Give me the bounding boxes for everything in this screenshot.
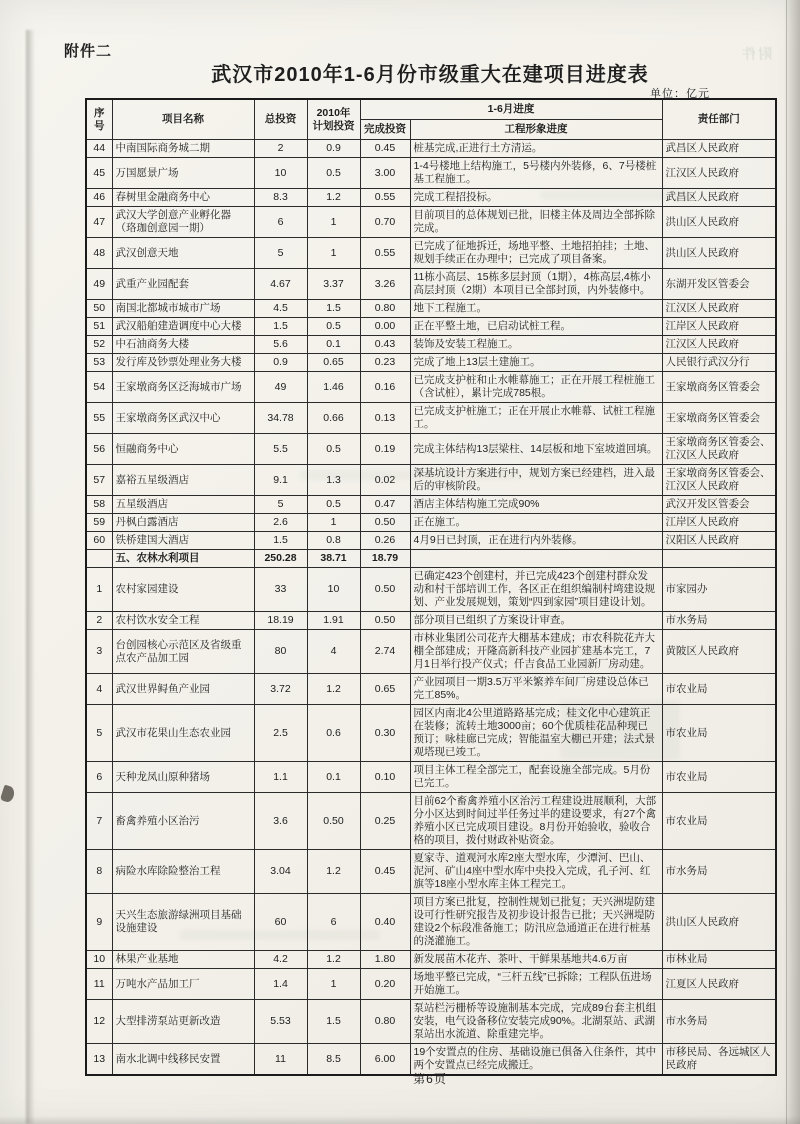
- cell-total: 6: [254, 207, 307, 238]
- cell-status: 装饰及安装工程施工。: [410, 336, 662, 354]
- cell-seq: 4: [86, 674, 112, 705]
- section-row: [86, 550, 776, 568]
- cell-name: 铁桥建国大酒店: [112, 532, 254, 550]
- cell-seq: 11: [86, 969, 112, 1000]
- table-row: [86, 434, 776, 465]
- cell-dept: 江汉区人民政府: [662, 300, 776, 318]
- cell-status: 已完成支护桩和止水帷幕施工；正在开展工程桩施工（含试桩），累计完成785根。: [410, 372, 662, 403]
- cell-plan: 1.5: [307, 1000, 360, 1044]
- table-row: [86, 674, 776, 705]
- cell-plan: 1.3: [307, 465, 360, 496]
- cell-done: 0.43: [360, 336, 410, 354]
- cell-status: 项目主体工程全部完工，配套设施全部完成。5月份已完工。: [410, 762, 662, 793]
- cell-seq: 46: [86, 189, 112, 207]
- table-row: [86, 793, 776, 850]
- cell-plan: 1.46: [307, 372, 360, 403]
- cell-dept: 王家墩商务区管委会、江汉区人民政府: [662, 465, 776, 496]
- cell-name: 嘉裕五星级酒店: [112, 465, 254, 496]
- cell-dept: 江汉区人民政府: [662, 158, 776, 189]
- cell-total: 5: [254, 238, 307, 269]
- cell-seq: 13: [86, 1044, 112, 1076]
- cell-status: 完成工程招投标。: [410, 189, 662, 207]
- cell-dept: [662, 550, 776, 568]
- cell-done: 0.13: [360, 403, 410, 434]
- cell-plan: 1.2: [307, 674, 360, 705]
- table-row: [86, 850, 776, 894]
- cell-plan: 38.71: [307, 550, 360, 568]
- cell-name: 武汉创意天地: [112, 238, 254, 269]
- cell-total: 3.6: [254, 793, 307, 850]
- cell-status: 完成了地上13层土建施工。: [410, 354, 662, 372]
- cell-done: 0.55: [360, 238, 410, 269]
- cell-dept: 市移民局、各远城区人民政府: [662, 1044, 776, 1076]
- cell-dept: 汉阳区人民政府: [662, 532, 776, 550]
- cell-plan: 0.5: [307, 158, 360, 189]
- table-row: [86, 532, 776, 550]
- cell-total: 2: [254, 140, 307, 158]
- col-header-progress-group: 1-6月进度: [360, 99, 662, 120]
- cell-plan: 1: [307, 238, 360, 269]
- cell-dept: 江岸区人民政府: [662, 514, 776, 532]
- cell-total: 8.3: [254, 189, 307, 207]
- cell-name: 万吨水产品加工厂: [112, 969, 254, 1000]
- cell-total: 4.2: [254, 951, 307, 969]
- cell-seq: 6: [86, 762, 112, 793]
- cell-dept: 市农业局: [662, 762, 776, 793]
- cell-seq: 53: [86, 354, 112, 372]
- cell-status: 已完成了征地拆迁，场地平整、土地招拍挂；土地、规划手续正在办理中；已完成了项目备案。: [410, 238, 662, 269]
- cell-done: 0.70: [360, 207, 410, 238]
- table-row: [86, 612, 776, 630]
- cell-dept: 人民银行武汉分行: [662, 354, 776, 372]
- table-header: [86, 99, 776, 140]
- cell-plan: 1.2: [307, 951, 360, 969]
- cell-seq: 2: [86, 612, 112, 630]
- cell-dept: 王家墩商务区管委会: [662, 372, 776, 403]
- cell-plan: 0.65: [307, 354, 360, 372]
- cell-name: 武重产业园配套: [112, 269, 254, 300]
- cell-name: 大型排涝泵站更新改造: [112, 1000, 254, 1044]
- cell-seq: 3: [86, 630, 112, 674]
- cell-total: 4.5: [254, 300, 307, 318]
- paper-edge-line: [786, 0, 787, 1124]
- cell-plan: 1.91: [307, 612, 360, 630]
- cell-total: 5.6: [254, 336, 307, 354]
- cell-done: 0.19: [360, 434, 410, 465]
- table-row: [86, 630, 776, 674]
- cell-plan: 0.9: [307, 140, 360, 158]
- cell-done: 0.10: [360, 762, 410, 793]
- page-title: 武汉市2010年1-6月份市级重大在建项目进度表: [211, 64, 649, 86]
- table-row: [86, 300, 776, 318]
- table-row: [86, 158, 776, 189]
- table-row: [86, 951, 776, 969]
- col-header-status: 工程形象进度: [410, 120, 662, 140]
- cell-total: 2.5: [254, 705, 307, 762]
- table-row: [86, 189, 776, 207]
- cell-total: 5.5: [254, 434, 307, 465]
- cell-name: 王家墩商务区武汉中心: [112, 403, 254, 434]
- cell-dept: 王家墩商务区管委会、江汉区人民政府: [662, 434, 776, 465]
- cell-seq: 52: [86, 336, 112, 354]
- cell-seq: 49: [86, 269, 112, 300]
- cell-total: 0.9: [254, 354, 307, 372]
- cell-total: 1.1: [254, 762, 307, 793]
- cell-done: 0.40: [360, 894, 410, 951]
- col-header-total: 总投资: [254, 99, 307, 140]
- cell-name: 天种龙凤山原种猪场: [112, 762, 254, 793]
- cell-status: 已完成支护桩施工；正在开展止水帷幕、试桩工程施工。: [410, 403, 662, 434]
- cell-status: 项目方案已批复，控制性规划已批复；天兴洲堤防建设可行性研究报告及初步设计报告已批；天兴洲堤防建设2个标段准备施工；防汛应急通道正在进行桩基的浇灌施工。: [410, 894, 662, 951]
- cell-dept: 东湖开发区管委会: [662, 269, 776, 300]
- cell-name: 南水北调中线移民安置: [112, 1044, 254, 1076]
- cell-dept: 市水务局: [662, 850, 776, 894]
- cell-dept: 江岸区人民政府: [662, 318, 776, 336]
- cell-status: 场地平整已完成，“三杆五线”已拆除；工程队伍进场开始施工。: [410, 969, 662, 1000]
- cell-seq: 58: [86, 496, 112, 514]
- cell-name: 中南国际商务城二期: [112, 140, 254, 158]
- cell-name: 武汉大学创意产业孵化器（珞珈创意园一期）: [112, 207, 254, 238]
- cell-plan: 4: [307, 630, 360, 674]
- projects-table: [85, 98, 777, 1076]
- cell-seq: 1: [86, 568, 112, 612]
- cell-done: 3.26: [360, 269, 410, 300]
- cell-name: 发行库及钞票处理业务大楼: [112, 354, 254, 372]
- cell-done: 0.47: [360, 496, 410, 514]
- cell-status: 市林业集团公司花卉大棚基本建成；市农科院花卉大棚全部建成；开隆高新科技产业园扩建基本完工，7月1日举行投产仪式；仟吉食品工业园新厂房动建。: [410, 630, 662, 674]
- cell-seq: 59: [86, 514, 112, 532]
- cell-dept: 洪山区人民政府: [662, 238, 776, 269]
- cell-seq: 10: [86, 951, 112, 969]
- cell-total: 80: [254, 630, 307, 674]
- cell-status: 目前62个畜禽养殖小区治污工程建设进展顺利，大部分小区达到时间过半任务过半的建设要求，有27个禽养殖小区已完成项目建设。8月份开始验收，验收合格的项目，拨付财政补贴资金。: [410, 793, 662, 850]
- attachment-label: 附件二: [64, 43, 113, 60]
- cell-name: 中石油商务大楼: [112, 336, 254, 354]
- cell-status: 深基坑设计方案进行中，规划方案已经建档，进入最后的审核阶段。: [410, 465, 662, 496]
- cell-seq: 9: [86, 894, 112, 951]
- cell-plan: 1: [307, 969, 360, 1000]
- cell-total: 18.19: [254, 612, 307, 630]
- table-row: [86, 140, 776, 158]
- cell-status: 正在平整土地，已启动试桩工程。: [410, 318, 662, 336]
- cell-seq: 45: [86, 158, 112, 189]
- cell-name: 天兴生态旅游绿洲项目基础设施建设: [112, 894, 254, 951]
- cell-done: 0.50: [360, 568, 410, 612]
- cell-done: 0.23: [360, 354, 410, 372]
- cell-name: 台创园核心示范区及省级重点农产品加工园: [112, 630, 254, 674]
- cell-dept: 市农业局: [662, 674, 776, 705]
- header-row-1: [86, 99, 776, 120]
- table-row: [86, 403, 776, 434]
- table-row: [86, 354, 776, 372]
- cell-dept: 市水务局: [662, 612, 776, 630]
- cell-plan: 1: [307, 207, 360, 238]
- cell-name: 武汉船舶建造调度中心大楼: [112, 318, 254, 336]
- cell-status: 园区内南北4公里道路路基完成；桂文化中心建筑正在装修；流转土地3000亩；60个优质桂花品种现已预订；咏桂廊已完成；智能温室大棚已开建；法式景观塔现已竣工。: [410, 705, 662, 762]
- cell-status: 产业园项目一期3.5万平米繁养车间厂房建设总体已完工85%。: [410, 674, 662, 705]
- cell-done: 0.50: [360, 514, 410, 532]
- cell-name: 春树里金融商务中心: [112, 189, 254, 207]
- cell-plan: 0.5: [307, 318, 360, 336]
- cell-name: 五星级酒店: [112, 496, 254, 514]
- cell-status: 19个安置点的住房、基础设施已俱备入住条件，其中两个安置点已经完成搬迁。: [410, 1044, 662, 1076]
- cell-status: 酒店主体结构施工完成90%: [410, 496, 662, 514]
- cell-done: 18.79: [360, 550, 410, 568]
- cell-name: 农村家园建设: [112, 568, 254, 612]
- cell-plan: 0.5: [307, 434, 360, 465]
- cell-name: 万国愿景广场: [112, 158, 254, 189]
- cell-done: 0.80: [360, 1000, 410, 1044]
- table-row: [86, 894, 776, 951]
- cell-status: 11栋小高层、15栋多层封顶（1期），4栋高层,4栋小高层封顶（2期）本项目已全部封顶，内外装修中。: [410, 269, 662, 300]
- cell-status: 完成主体结构13层梁柱、14层板和地下室坡道回填。: [410, 434, 662, 465]
- col-header-seq: 序号: [86, 99, 112, 140]
- cell-dept: 市家园办: [662, 568, 776, 612]
- cell-dept: 王家墩商务区管委会: [662, 403, 776, 434]
- cell-plan: 0.6: [307, 705, 360, 762]
- cell-done: 0.20: [360, 969, 410, 1000]
- cell-plan: 0.1: [307, 762, 360, 793]
- table-row: [86, 372, 776, 403]
- cell-done: 0.00: [360, 318, 410, 336]
- cell-done: 0.26: [360, 532, 410, 550]
- cell-status: 4月9日已封顶，正在进行内外装修。: [410, 532, 662, 550]
- cell-dept: 市水务局: [662, 1000, 776, 1044]
- cell-seq: 55: [86, 403, 112, 434]
- cell-total: 1.4: [254, 969, 307, 1000]
- cell-total: 1.5: [254, 532, 307, 550]
- ink-smudge: [0, 785, 16, 804]
- cell-seq: 12: [86, 1000, 112, 1044]
- cell-plan: 0.1: [307, 336, 360, 354]
- cell-seq: 56: [86, 434, 112, 465]
- cell-status: 桩基完成,正进行土方清运。: [410, 140, 662, 158]
- cell-status: 正在施工。: [410, 514, 662, 532]
- cell-plan: 1.2: [307, 850, 360, 894]
- table-row: [86, 762, 776, 793]
- cell-seq: [86, 550, 112, 568]
- cell-total: 9.1: [254, 465, 307, 496]
- cell-plan: 0.50: [307, 793, 360, 850]
- plan-header-line1: 2010年: [316, 106, 351, 119]
- cell-seq: 48: [86, 238, 112, 269]
- cell-total: 250.28: [254, 550, 307, 568]
- col-header-dept: 责任部门: [662, 99, 776, 140]
- cell-status: [410, 550, 662, 568]
- cell-plan: 1: [307, 514, 360, 532]
- table-row: [86, 1000, 776, 1044]
- cell-done: 0.65: [360, 674, 410, 705]
- cell-total: 60: [254, 894, 307, 951]
- cell-total: 33: [254, 568, 307, 612]
- cell-plan: 6: [307, 894, 360, 951]
- cell-plan: 10: [307, 568, 360, 612]
- table-body: [86, 140, 776, 1076]
- table-row: [86, 514, 776, 532]
- cell-status: 已确定423个创建村，并已完成423个创建村群众发动和村干部培训工作，各区正在组织编制村塆建设规划、产业发展规划，策划“四到家园”项目建设计划。: [410, 568, 662, 612]
- cell-status: 目前项目的总体规划已批，旧楼主体及周边全部拆除完成。: [410, 207, 662, 238]
- cell-seq: 60: [86, 532, 112, 550]
- cell-dept: 市林业局: [662, 951, 776, 969]
- cell-name: 农村饮水安全工程: [112, 612, 254, 630]
- cell-status: 夏家寺、道观河水库2座大型水库，少潭河、巴山、泥河、矿山4座中型水库中央投入完成，孔子河、红旗等18座小型水库主体工程完工。: [410, 850, 662, 894]
- table-row: [86, 496, 776, 514]
- cell-dept: 市农业局: [662, 705, 776, 762]
- cell-total: 1.5: [254, 318, 307, 336]
- cell-done: 0.50: [360, 612, 410, 630]
- cell-done: 0.45: [360, 850, 410, 894]
- table-row: [86, 336, 776, 354]
- cell-name: 南国北都城市城市广场: [112, 300, 254, 318]
- cell-seq: 44: [86, 140, 112, 158]
- cell-done: 0.30: [360, 705, 410, 762]
- cell-dept: 黄陂区人民政府: [662, 630, 776, 674]
- cell-done: 0.80: [360, 300, 410, 318]
- cell-name: 丹枫白露酒店: [112, 514, 254, 532]
- col-header-plan: [307, 99, 360, 140]
- cell-dept: 武昌区人民政府: [662, 140, 776, 158]
- cell-status: 泵站栏污栅桥等设施制基本完成，完成89台套主机组安装，电气设备移位安装完成90%。北湖泵站、武湖泵站出水流道、除重建完毕。: [410, 1000, 662, 1044]
- cell-total: 2.6: [254, 514, 307, 532]
- table-row: [86, 705, 776, 762]
- bleed-through-text: 附件: [740, 46, 772, 62]
- cell-done: 3.00: [360, 158, 410, 189]
- cell-seq: 50: [86, 300, 112, 318]
- cell-total: 4.67: [254, 269, 307, 300]
- cell-plan: 1.2: [307, 189, 360, 207]
- cell-done: 2.74: [360, 630, 410, 674]
- cell-name: 病险水库除险整治工程: [112, 850, 254, 894]
- cell-name: 恒融商务中心: [112, 434, 254, 465]
- cell-total: 5.53: [254, 1000, 307, 1044]
- plan-header-line2: 计划投资: [312, 119, 355, 132]
- cell-done: 1.80: [360, 951, 410, 969]
- cell-status: 地下工程施工。: [410, 300, 662, 318]
- cell-total: 49: [254, 372, 307, 403]
- cell-total: 10: [254, 158, 307, 189]
- cell-total: 3.72: [254, 674, 307, 705]
- cell-dept: 洪山区人民政府: [662, 894, 776, 951]
- cell-done: 0.25: [360, 793, 410, 850]
- cell-name: 畜禽养殖小区治污: [112, 793, 254, 850]
- cell-done: 0.02: [360, 465, 410, 496]
- cell-done: 0.45: [360, 140, 410, 158]
- cell-seq: 47: [86, 207, 112, 238]
- cell-name: 武汉世界鲟鱼产业园: [112, 674, 254, 705]
- cell-done: 0.16: [360, 372, 410, 403]
- cell-name: 林果产业基地: [112, 951, 254, 969]
- cell-status: 新发展苗木花卉、茶叶、干鲜果基地共4.6万亩: [410, 951, 662, 969]
- cell-total: 34.78: [254, 403, 307, 434]
- cell-name: 武汉市花果山生态农业园: [112, 705, 254, 762]
- col-header-completed: 完成投资: [360, 120, 410, 140]
- cell-dept: 武昌区人民政府: [662, 189, 776, 207]
- cell-dept: 江夏区人民政府: [662, 969, 776, 1000]
- cell-seq: 57: [86, 465, 112, 496]
- cell-plan: 8.5: [307, 1044, 360, 1076]
- table-row: [86, 318, 776, 336]
- cell-plan: 3.37: [307, 269, 360, 300]
- cell-status: 部分项目已组织了方案设计审查。: [410, 612, 662, 630]
- table-row: [86, 207, 776, 238]
- cell-plan: 0.66: [307, 403, 360, 434]
- cell-seq: 51: [86, 318, 112, 336]
- cell-done: 6.00: [360, 1044, 410, 1076]
- cell-name: 王家墩商务区泛海城市广场: [112, 372, 254, 403]
- scan-shadow-bottom: [0, 1116, 800, 1124]
- cell-name: 五、农林水利项目: [112, 550, 254, 568]
- table-row: [86, 238, 776, 269]
- cell-plan: 0.8: [307, 532, 360, 550]
- cell-total: 5: [254, 496, 307, 514]
- cell-dept: 洪山区人民政府: [662, 207, 776, 238]
- cell-plan: 1.5: [307, 300, 360, 318]
- cell-seq: 8: [86, 850, 112, 894]
- table-row: [86, 269, 776, 300]
- page-number: 第6页: [413, 1072, 447, 1086]
- col-header-name: 项目名称: [112, 99, 254, 140]
- cell-done: 0.55: [360, 189, 410, 207]
- cell-seq: 54: [86, 372, 112, 403]
- table-row: [86, 568, 776, 612]
- table-row: [86, 465, 776, 496]
- cell-status: 1-4号楼地上结构施工，5号楼内外装修，6、7号楼桩基工程施工。: [410, 158, 662, 189]
- cell-dept: 江汉区人民政府: [662, 336, 776, 354]
- cell-dept: 武汉开发区管委会: [662, 496, 776, 514]
- cell-total: 11: [254, 1044, 307, 1076]
- table-row: [86, 969, 776, 1000]
- cell-seq: 5: [86, 705, 112, 762]
- unit-note: 单位：亿元: [650, 88, 710, 100]
- scan-shadow-left: [26, 30, 34, 1124]
- cell-seq: 7: [86, 793, 112, 850]
- cell-plan: 0.5: [307, 496, 360, 514]
- cell-dept: 市农业局: [662, 793, 776, 850]
- cell-total: 3.04: [254, 850, 307, 894]
